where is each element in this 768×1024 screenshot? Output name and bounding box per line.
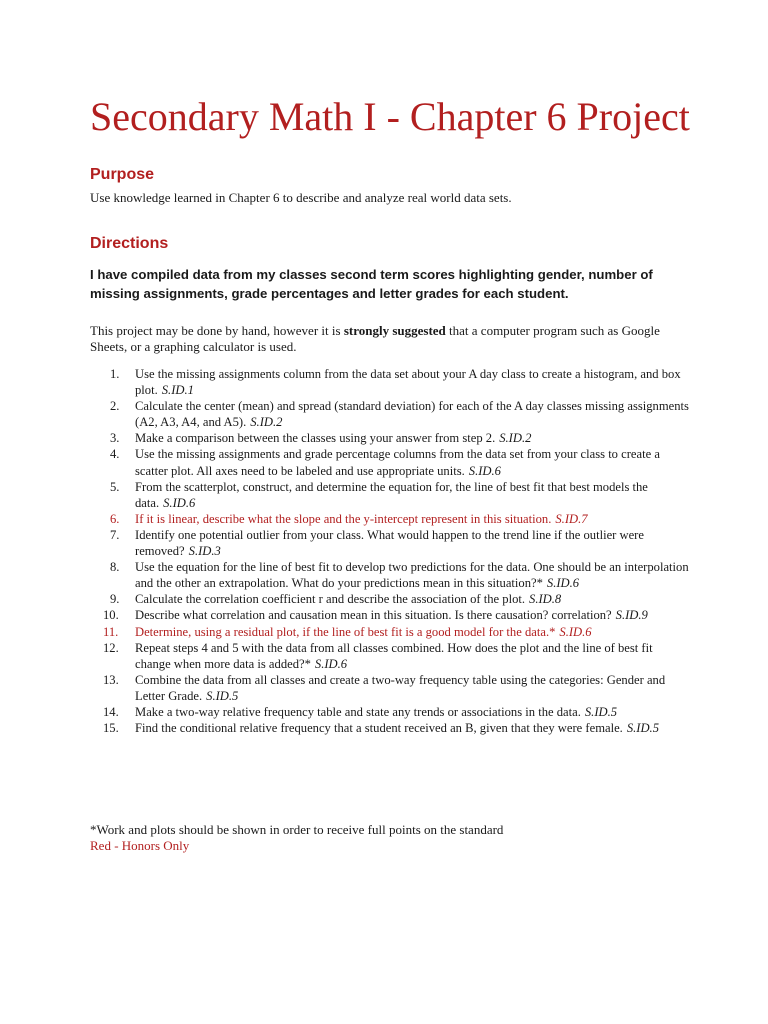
step-number: 1. bbox=[110, 367, 120, 381]
step-number: 11. bbox=[103, 624, 119, 639]
step-text: Use the missing assignments column from the data set about your A day class to create a histogram, and box plot. bbox=[135, 367, 681, 398]
step-text: Calculate the center (mean) and spread (standard deviation) for each of the A day classes missing assignments (A2, A3, A4, and A5). bbox=[135, 399, 689, 430]
step-item bbox=[90, 527, 690, 559]
standard-code: S.ID.5 bbox=[584, 704, 618, 719]
step-number: 13. bbox=[103, 672, 119, 687]
page-title: Secondary Math I - Chapter 6 Project bbox=[90, 94, 690, 139]
step-text: Combine the data from all classes and create a two-way frequency table using the categories: Gender and Letter Grade. bbox=[135, 672, 666, 703]
step-item bbox=[90, 559, 690, 591]
step-text: Repeat steps 4 and 5 with the data from all classes combined. How does the plot and the line of best fit change when more data is added?* bbox=[135, 640, 653, 671]
standard-code: S.ID.6 bbox=[546, 576, 580, 591]
step-item bbox=[90, 704, 690, 720]
directions-intro: I have compiled data from my classes second term scores highlighting gender, number of missing assignments, grade percentages and letter grades for each student. bbox=[90, 267, 653, 301]
project-note-before: This project may be done by hand, however it is bbox=[90, 323, 344, 338]
step-item bbox=[90, 398, 690, 430]
step-text: Identify one potential outlier from your class. What would happen to the trend line if the outlier were removed? bbox=[135, 527, 644, 559]
standard-code: S.ID.3 bbox=[188, 544, 221, 559]
step-item bbox=[90, 591, 690, 607]
step-number: 7. bbox=[110, 527, 120, 542]
standard-code: S.ID.7 bbox=[555, 511, 588, 526]
standard-code: S.ID.1 bbox=[161, 383, 194, 398]
step-number: 10. bbox=[103, 608, 119, 623]
step-item bbox=[90, 430, 690, 446]
step-number: 14. bbox=[103, 704, 119, 719]
standard-code: S.ID.6 bbox=[559, 624, 592, 639]
standard-code: S.ID.2 bbox=[250, 415, 283, 430]
step-item bbox=[90, 672, 690, 704]
step-item bbox=[90, 720, 690, 736]
directions-heading: Directions bbox=[90, 235, 169, 252]
step-text: Make a two-way relative frequency table and state any trends or associations in the data. bbox=[135, 704, 581, 719]
step-text: Determine, using a residual plot, if the line of best fit is a good model for the data.* bbox=[135, 624, 556, 639]
step-text: If it is linear, describe what the slope and the y-intercept represent in this situation. bbox=[135, 511, 552, 526]
steps-list bbox=[90, 366, 690, 736]
step-text: Calculate the correlation coefficient r and describe the association of the plot. bbox=[135, 592, 526, 607]
standard-code: S.ID.5 bbox=[626, 721, 660, 736]
purpose-heading: Purpose bbox=[90, 166, 155, 183]
step-item bbox=[90, 446, 690, 478]
step-text: From the scatterplot, construct, and determine the equation for, the line of best fit that best models the data. bbox=[135, 479, 648, 510]
standard-code: S.ID.6 bbox=[163, 495, 196, 510]
step-item bbox=[90, 366, 690, 398]
step-item bbox=[90, 607, 690, 623]
step-item bbox=[90, 640, 690, 672]
project-note-after: that a computer program such as Google Sheets, or a graphing calculator is used. bbox=[90, 323, 660, 354]
step-number: 8. bbox=[110, 560, 120, 575]
project-note bbox=[90, 323, 670, 355]
honors-legend: Red - Honors Only bbox=[90, 838, 190, 853]
standard-code: S.ID.6 bbox=[314, 656, 348, 671]
step-item bbox=[90, 479, 690, 511]
standard-code: S.ID.8 bbox=[529, 592, 562, 607]
standard-code: S.ID.9 bbox=[615, 608, 648, 623]
step-text: Use the equation for the line of best fit to develop two predictions for the data. One should be an interpolation and the other an extrapolation. What do your predictions mean in this situation?* bbox=[135, 560, 689, 591]
purpose-text: Use knowledge learned in Chapter 6 to describe and analyze real world data sets. bbox=[90, 190, 512, 205]
step-number: 4. bbox=[110, 447, 120, 462]
step-text: Find the conditional relative frequency that a student received an B, given that they were female. bbox=[135, 721, 623, 736]
step-number: 2. bbox=[110, 399, 120, 414]
step-item bbox=[90, 624, 690, 640]
footnote: *Work and plots should be shown in order to receive full points on the standard bbox=[90, 822, 504, 837]
standard-code: S.ID.2 bbox=[499, 431, 532, 446]
step-item bbox=[90, 511, 690, 527]
project-note-emphasis: strongly suggested bbox=[343, 323, 446, 338]
step-number: 3. bbox=[110, 431, 120, 446]
step-number: 12. bbox=[103, 640, 119, 655]
step-text: Use the missing assignments and grade percentage columns from the data set from your class to create a scatter plot. All axes need to be labeled and use appropriate units. bbox=[135, 447, 660, 478]
standard-code: S.ID.5 bbox=[206, 688, 239, 703]
step-text: Make a comparison between the classes using your answer from step 2. bbox=[135, 431, 496, 446]
step-number: 5. bbox=[110, 479, 120, 494]
standard-code: S.ID.6 bbox=[468, 463, 501, 478]
step-text: Describe what correlation and causation mean in this situation. Is there causation? correlation? bbox=[135, 608, 612, 623]
step-number: 6. bbox=[110, 511, 120, 526]
step-number: 15. bbox=[103, 721, 119, 736]
step-number: 9. bbox=[110, 592, 120, 607]
